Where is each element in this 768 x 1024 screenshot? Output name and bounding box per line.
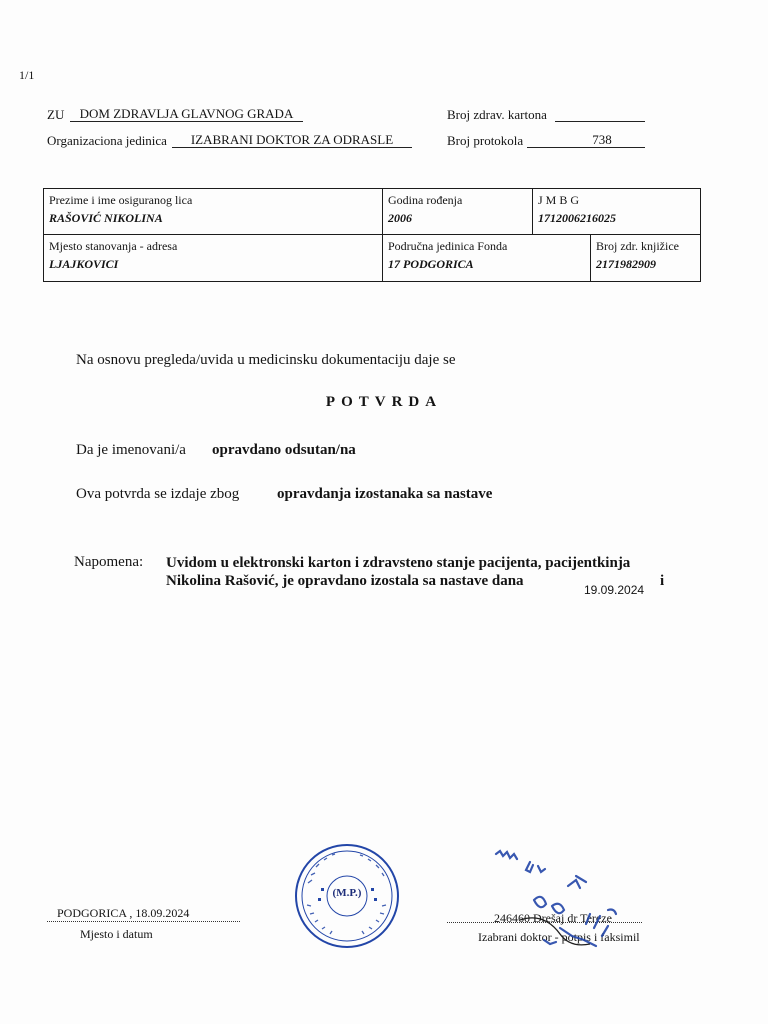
reason-label: Ova potvrda se izdaje zbog	[76, 486, 240, 502]
protocol-number-value: 738	[592, 132, 612, 147]
facsimile-icon	[468, 836, 648, 966]
note-line-1: Uvidom u elektronski karton i zdravsteno stanje pacijenta, pacijentkinja	[166, 555, 631, 571]
reason-value: opravdanja izostanaka sa nastave	[277, 486, 493, 502]
absence-status-value: opravdano odsutan/na	[212, 442, 356, 458]
address-value: LJAJKOVICI	[49, 257, 119, 271]
page-number: 1/1	[19, 68, 35, 82]
note-tail: i	[660, 573, 665, 589]
protocol-number-label: Broj protokola	[447, 133, 524, 148]
patient-name-cell	[44, 189, 383, 235]
address-label: Mjesto stanovanja - adresa	[49, 239, 178, 253]
patient-info-table	[43, 188, 701, 282]
patient-name-value: RAŠOVIĆ NIKOLINA	[49, 211, 163, 225]
fund-unit-value: 17 PODGORICA	[388, 257, 474, 271]
booklet-number-value: 2171982909	[596, 257, 656, 271]
fund-unit-label: Područna jedinica Fonda	[388, 239, 508, 253]
stamp-text: (M.P.)	[332, 887, 362, 899]
birth-year-cell	[383, 189, 533, 235]
birth-year-label: Godina rođenja	[388, 193, 463, 207]
place-date-label: Mjesto i datum	[80, 927, 153, 941]
note-line-2: Nikolina Rašović, je opravdano izostala sa nastave dana	[166, 573, 524, 589]
jmbg-cell	[533, 189, 701, 235]
org-unit-label: Organizaciona jedinica	[47, 133, 167, 148]
named-person-label: Da je imenovani/a	[76, 442, 186, 458]
jmbg-value: 1712006216025	[538, 211, 616, 225]
intro-text: Na osnovu pregleda/uvida u medicinsku dokumentaciju daje se	[76, 352, 456, 368]
birth-year-value: 2006	[388, 211, 412, 225]
card-number-label: Broj zdrav. kartona	[447, 107, 547, 122]
place-date-line	[47, 921, 240, 922]
booklet-number-cell	[591, 235, 701, 282]
booklet-number-label: Broj zdr. knjižice	[596, 239, 679, 253]
patient-name-label: Prezime i ime osiguranog lica	[49, 193, 193, 207]
note-date: 19.09.2024	[584, 583, 645, 597]
doctor-id-name: 246460 Drešaj dr Tereze	[494, 911, 612, 925]
address-cell	[44, 235, 383, 282]
zu-label: ZU	[47, 107, 65, 122]
jmbg-label: J M B G	[538, 193, 580, 207]
document-title: POTVRDA	[325, 394, 443, 410]
place-date-value: PODGORICA , 18.09.2024	[57, 906, 190, 920]
doctor-facsimile-stamp	[468, 836, 648, 966]
note-label: Napomena:	[74, 554, 144, 570]
fund-unit-cell	[383, 235, 591, 282]
doctor-signature-label: Izabrani doktor - potpis i faksimil	[478, 930, 640, 944]
org-unit-value: IZABRANI DOKTOR ZA ODRASLE	[190, 132, 394, 147]
official-stamp	[294, 843, 400, 949]
zu-value: DOM ZDRAVLJA GLAVNOG GRADA	[79, 106, 294, 121]
card-number-underline	[555, 121, 645, 122]
